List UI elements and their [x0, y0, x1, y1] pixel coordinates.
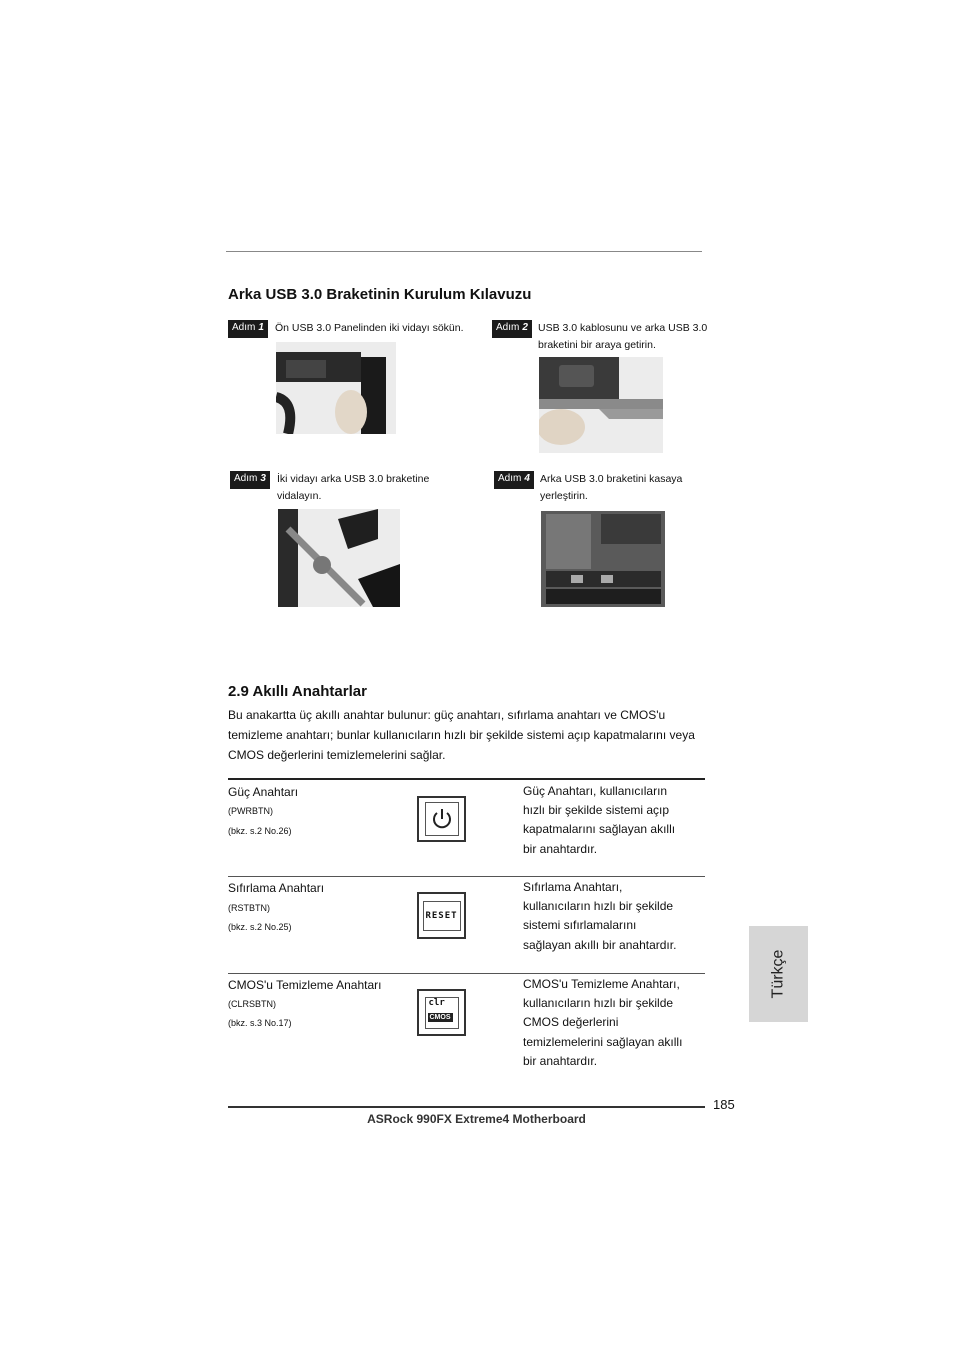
table-row-divider — [228, 973, 705, 974]
step-2-photo — [539, 357, 663, 453]
step-1-photo — [276, 342, 396, 434]
section-intro: Bu anakartta üç akıllı anahtar bulunur: güç anahtarı, sıfırlama anahtarı ve CMOS'u temizleme anahtarı; bunlar kullanıcıların hızlı bir şekilde sistemi açıp kapatmalarını veya CMOS değerlerini temizlemelerini sağlar. — [228, 708, 695, 762]
cmos-switch-ref: (bkz. s.3 No.17) — [228, 1018, 292, 1028]
clear-cmos-icon: clr CMOS — [417, 989, 466, 1036]
power-switch-name: Güç Anahtarı — [228, 785, 299, 799]
reset-switch-desc: Sıfırlama Anahtarı, kullanıcıların hızlı bir şekilde sistemi sıfırlamalarını sağlayan akıllı bir anahtardır. — [523, 880, 677, 952]
footer-product: ASRock 990FX Extreme4 Motherboard — [367, 1112, 586, 1126]
reset-icon: RESET — [417, 892, 466, 939]
step-4-photo — [541, 511, 665, 607]
table-row-divider — [228, 876, 705, 877]
footer-divider — [228, 1106, 705, 1108]
guide-title: Arka USB 3.0 Braketinin Kurulum Kılavuzu — [228, 286, 532, 303]
cmos-switch-name: CMOS'u Temizleme Anahtarı — [228, 978, 382, 992]
step-3-text: İki vidayı arka USB 3.0 braketine vidalayın. — [277, 473, 430, 502]
power-switch-desc: Güç Anahtarı, kullanıcıların hızlı bir şekilde sistemi açıp kapatmalarını sağlayan akıllı bir anahtardır. — [523, 784, 676, 856]
step-1-text: Ön USB 3.0 Panelinden iki vidayı sökün. — [275, 322, 464, 334]
step-4-badge: Adım 4 — [494, 471, 534, 489]
reset-switch-name: Sıfırlama Anahtarı — [228, 881, 325, 895]
language-tab[interactable]: Türkçe — [749, 926, 808, 1022]
power-switch-ref: (bkz. s.2 No.26) — [228, 826, 292, 836]
section-title: 2.9 Akıllı Anahtarlar — [228, 683, 367, 700]
page-number: 185 — [713, 1097, 735, 1112]
cmos-switch-code: (CLRSBTN) — [228, 999, 277, 1009]
step-3-photo — [278, 509, 400, 607]
step-2-badge: Adım 2 — [492, 320, 532, 338]
top-divider — [226, 251, 702, 252]
table-top-rule — [228, 778, 705, 780]
reset-switch-code: (RSTBTN) — [228, 903, 270, 913]
power-icon — [417, 796, 466, 842]
cmos-switch-desc: CMOS'u Temizleme Anahtarı, kullanıcıların hızlı bir şekilde CMOS değerlerini temizlemelerini sağlayan akıllı bir anahtardır. — [523, 977, 683, 1068]
step-2-text: USB 3.0 kablosunu ve arka USB 3.0 braketini bir araya getirin. — [538, 322, 708, 351]
step-4-text: Arka USB 3.0 braketini kasaya yerleştirin. — [540, 473, 683, 502]
power-switch-code: (PWRBTN) — [228, 806, 273, 816]
step-1-badge: Adım 1 — [228, 320, 268, 338]
reset-switch-ref: (bkz. s.2 No.25) — [228, 922, 292, 932]
step-3-badge: Adım 3 — [230, 471, 270, 489]
